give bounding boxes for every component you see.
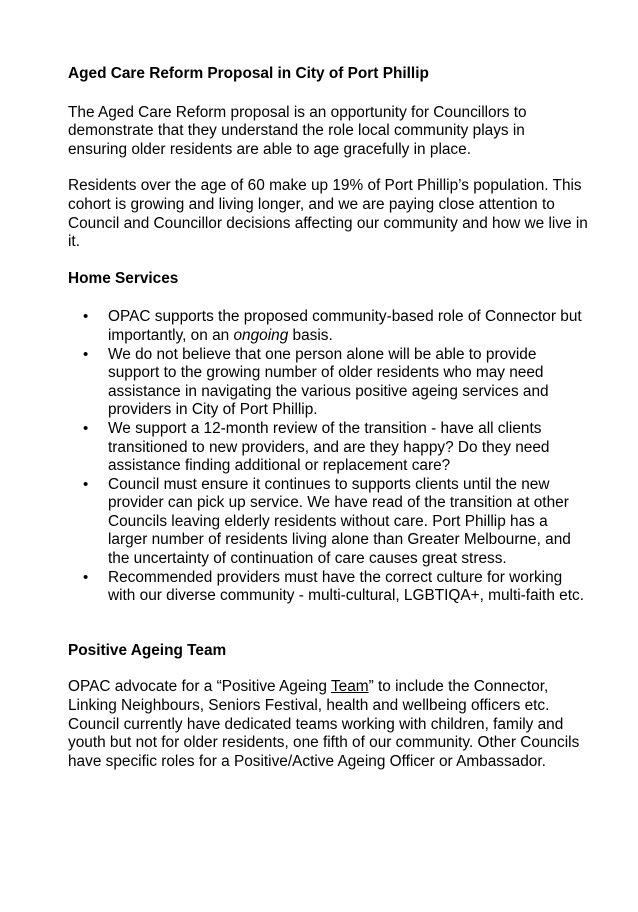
list-item-text: We support a 12-month review of the transition - have all clients transitioned to new providers, and are they happy? Do they need assistance finding additional or replacement care?	[108, 419, 550, 475]
list-item-text: Recommended providers must have the correct culture for working with our diverse community - multi-cultural, LGBTIQA+, multi-faith etc.	[108, 568, 584, 605]
positive-ageing-heading: Positive Ageing Team	[68, 641, 227, 659]
home-services-heading: Home Services	[68, 269, 179, 287]
list-item	[68, 346, 588, 420]
bullet-icon: •	[83, 308, 89, 326]
paragraph-text-end: ” to include the Connector, Linking Neighbours, Seniors Festival, health and wellbeing officers etc. Council currently have dedicated teams working with children, family and youth but not for older residents, one fifth of our community. Other Councils have specific roles for a Positive/Active Ageing Officer or Ambassador.	[68, 678, 580, 770]
list-item	[68, 476, 588, 569]
document-title: Aged Care Reform Proposal in City of Port Phillip	[68, 65, 429, 82]
list-item	[68, 308, 588, 345]
list-item-text-end: basis.	[288, 326, 333, 344]
home-services-list	[68, 308, 588, 606]
bullet-icon: •	[83, 419, 89, 437]
paragraph-text-start: OPAC advocate for a “Positive Ageing	[68, 678, 331, 696]
list-item-text: We do not believe that one person alone will be able to provide support to the growing number of older residents who may need assistance in navigating the various positive ageing services and providers in City of Port Phillip.	[108, 345, 549, 419]
bullet-icon: •	[83, 568, 89, 586]
list-item-text: Council must ensure it continues to supports clients until the new provider can pick up service. We have read of the transition at other Councils leaving elderly residents without care. Port Phillip has a larger number of residents living alone than Greater Melbourne, and the uncertainty of continuation of care causes great stress.	[108, 475, 571, 568]
list-item	[68, 569, 588, 606]
bullet-icon: •	[83, 345, 89, 363]
list-item-text-start: OPAC supports the proposed community-based role of Connector but importantly, on an	[108, 308, 582, 344]
list-item	[68, 420, 588, 476]
emphasis-text: ongoing	[233, 326, 289, 344]
list-item-text	[108, 308, 582, 344]
bullet-icon: •	[83, 475, 89, 493]
underlined-text: Team	[330, 678, 369, 696]
document-page	[68, 65, 588, 771]
intro-paragraph-1: The Aged Care Reform proposal is an opportunity for Councillors to demonstrate that they understand the role local community plays in ensuring older residents are able to age gracefully in place.	[68, 103, 527, 158]
positive-ageing-paragraph	[68, 678, 588, 771]
intro-paragraph-2: Residents over the age of 60 make up 19% of Port Phillip’s population. This cohort is growing and living longer, and we are paying close attention to Council and Councillor decisions affecting our community and how we live in it.	[68, 177, 588, 251]
